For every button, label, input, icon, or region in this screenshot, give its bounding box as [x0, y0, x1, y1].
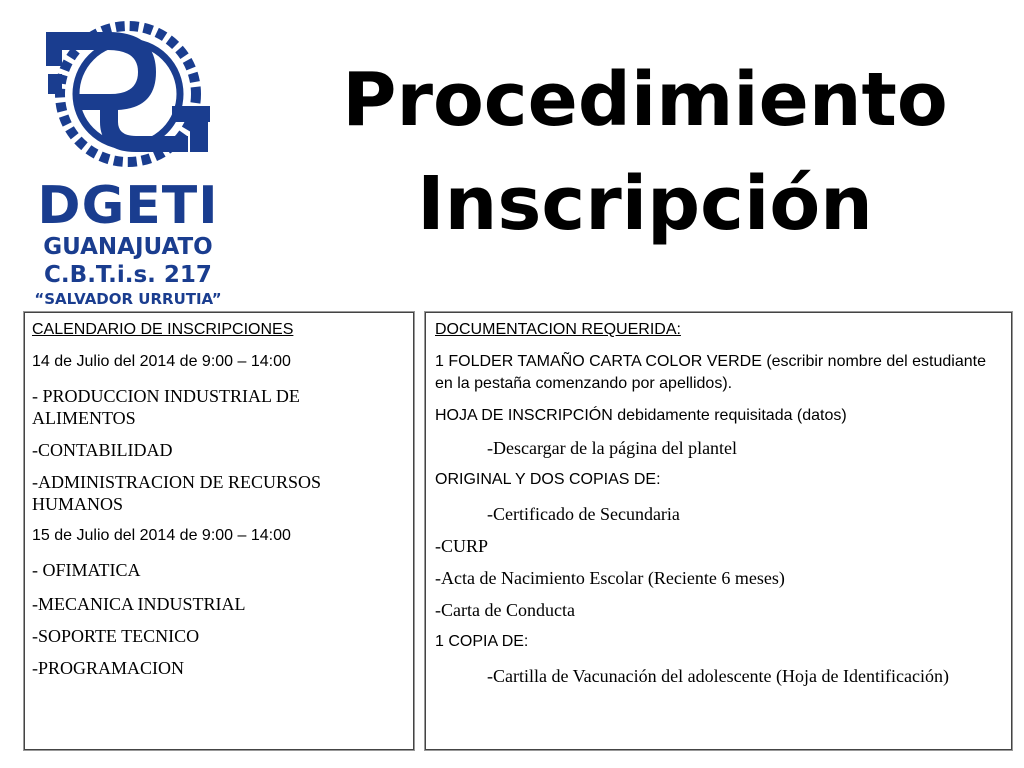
originals-heading: ORIGINAL Y DOS COPIAS DE: [435, 471, 661, 488]
documents-heading: DOCUMENTACION REQUERIDA: [435, 321, 681, 338]
form-requirement: HOJA DE INSCRIPCIÓN debidamente requisitada (datos) [435, 407, 847, 424]
logo-school-name: “SALVADOR URRUTIA” [34, 290, 222, 308]
document-item: -Cartilla de Vacunación del adolescente (Hoja de Identificación) [487, 666, 949, 686]
career-item: -ADMINISTRACION DE RECURSOS HUMANOS [32, 472, 322, 514]
career-item: - PRODUCCION INDUSTRIAL DE ALIMENTOS [32, 386, 300, 428]
document-item: -Acta de Nacimiento Escolar (Reciente 6 meses) [435, 568, 785, 588]
calendar-date-1: 14 de Julio del 2014 de 9:00 – 14:00 [32, 353, 291, 370]
career-item: -SOPORTE TECNICO [32, 626, 200, 646]
career-item: -PROGRAMACION [32, 658, 185, 678]
page-title [300, 48, 990, 256]
career-item: -MECANICA INDUSTRIAL [32, 594, 246, 614]
dgeti-emblem-icon [38, 14, 218, 174]
documents-box [425, 312, 1012, 750]
folder-requirement: 1 FOLDER TAMAÑO CARTA COLOR VERDE (escribir nombre del estudiante en la pestaña comenzando por apellidos). [435, 353, 986, 392]
title-line-1: Procedimiento [342, 57, 948, 143]
copy-heading: 1 COPIA DE: [435, 633, 529, 650]
title-line-2: Inscripción [417, 161, 873, 247]
document-item: -Certificado de Secundaria [487, 504, 680, 524]
document-item: -Carta de Conducta [435, 600, 575, 620]
career-item: - OFIMATICA [32, 560, 141, 580]
calendar-box [24, 312, 414, 750]
logo-school-code: C.B.T.i.s. 217 [44, 262, 212, 288]
form-download-note: -Descargar de la página del plantel [487, 438, 738, 458]
logo-state-text: GUANAJUATO [43, 234, 213, 260]
dgeti-logo [18, 14, 238, 308]
career-item: -CONTABILIDAD [32, 440, 173, 460]
logo-dgeti-text: DGETI [37, 176, 219, 236]
document-item: -CURP [435, 536, 489, 556]
calendar-heading: CALENDARIO DE INSCRIPCIONES [32, 321, 294, 338]
calendar-date-2: 15 de Julio del 2014 de 9:00 – 14:00 [32, 527, 291, 544]
